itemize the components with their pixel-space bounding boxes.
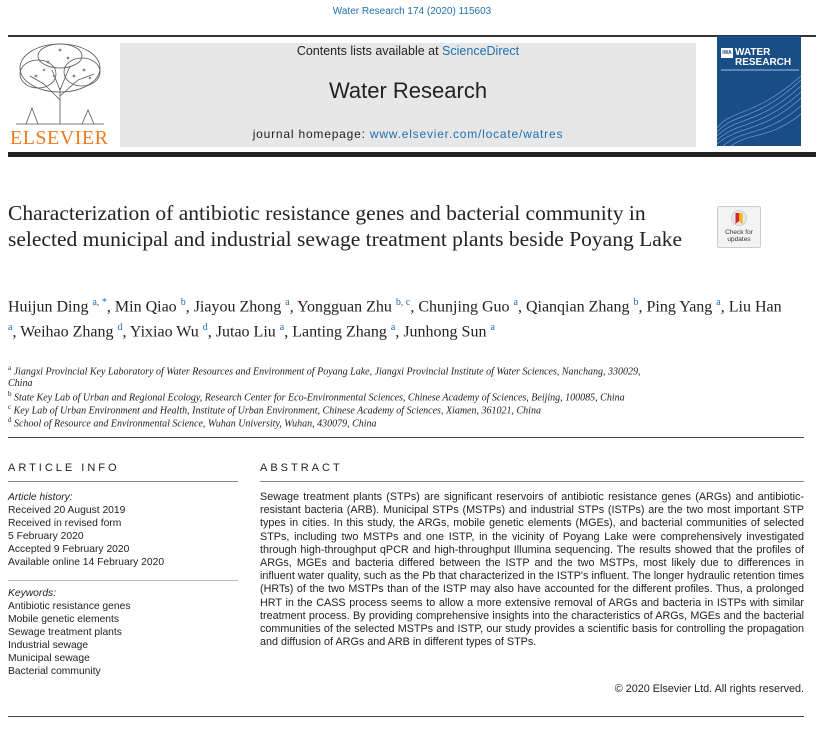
journal-homepage-link[interactable]: www.elsevier.com/locate/watres xyxy=(369,127,564,141)
sciencedirect-link[interactable]: ScienceDirect xyxy=(442,44,520,58)
keywords-label: Keywords: xyxy=(8,588,57,599)
bookmark-icon xyxy=(731,210,747,228)
journal-homepage-line xyxy=(120,127,696,141)
author-affiliation-mark[interactable]: a, * xyxy=(92,297,107,308)
cover-title: WATER RESEARCH xyxy=(735,47,792,68)
iwa-badge: IWA xyxy=(722,50,732,56)
author-affiliation-mark[interactable]: a xyxy=(8,322,13,334)
author-name[interactable]: Min Qiao xyxy=(114,298,177,316)
author-affiliation-mark[interactable]: a xyxy=(390,322,396,334)
author-name[interactable]: Qianqian Zhang xyxy=(525,298,630,316)
contents-prefix: Contents lists available at xyxy=(296,44,443,58)
author-affiliation-mark[interactable]: b xyxy=(180,297,186,308)
elsevier-wordmark[interactable]: ELSEVIER xyxy=(10,127,109,149)
author-name[interactable]: Weihao Zhang xyxy=(20,323,114,341)
author-affiliation-mark[interactable]: d xyxy=(117,322,123,334)
abstract-heading: ABSTRACT xyxy=(260,462,343,474)
author-name[interactable]: Yongguan Zhu xyxy=(297,298,392,316)
affiliation-b: $^b$ State Key Lab of Urban and Regional Ecology, Research Center for Eco-Environmental Sciences, Chinese Academy of Sciences, Beijing, 100085, China xyxy=(8,390,625,404)
header-bottom-rule xyxy=(8,152,816,157)
header-top-rule xyxy=(8,35,816,37)
author-name[interactable]: Yixiao Wu xyxy=(129,323,199,341)
check-for-updates-label: Check for updates xyxy=(725,229,753,243)
history-item: Received 20 August 2019 xyxy=(8,505,126,516)
history-item: Received in revised form xyxy=(8,518,122,529)
keyword-item: Bacterial community xyxy=(8,666,101,677)
author-affiliation-mark[interactable]: a xyxy=(513,297,518,308)
author-affiliation-mark[interactable]: d xyxy=(202,322,208,334)
author-affiliation-mark[interactable]: b, c xyxy=(395,297,411,308)
author-affiliation-mark[interactable]: a xyxy=(490,322,495,334)
keywords-rule xyxy=(8,580,238,581)
abstract-rule xyxy=(260,481,804,482)
author-name[interactable]: Huijun Ding xyxy=(8,298,89,316)
keywords-block xyxy=(8,587,238,678)
author-name[interactable]: Lanting Zhang xyxy=(292,323,387,341)
abstract-body: Sewage treatment plants (STPs) are significant reservoirs of antibiotic resistance genes (ARGs) and antibiotic-resistant bacteria (ARB). Municipal STPs (MSTPs) and industrial STPs (ISTPs) are the two most important STP types in cities. In this study, the ARGs, mobile genetic elements (MGEs), and bacterial communities of selected STPs, including two MSTPs and one ISTP, in the vicinity of Poyang Lake were comprehensively investigated through high-throughput qPCR and high-throughput Illumina sequencing. The results showed that the profiles of ARGs, MGEs and bacteria differed between the ISTP and the two MSTPs, most likely due to differences in influent water quality, such as the Pb that characterized in the ISTP's influent. The longer hydraulic retention times (HRTs) of the two MSTPs than of the ISTP may also have accounted for the different profiles. Thus, a prolonged HRT in the CASS process seems to allow a more extensive removal of ARGs and bacteria in ISTPs with similar treatment process. By providing comprehensive insights into the characteristics of ARGs, MGEs and the bacterial communities of the selected MSTPs and ISTP, our study provides a scientific basis for controlling the propagation and diffusion of ARGs and ARB in different types of STPs. xyxy=(260,491,804,649)
author-list: Huijun Ding $^{a, *}$, Min Qiao $^b$, Jiayou Zhong $^a$, Yongguan Zhu $^{b, c}$, Chunjing Guo $^a$, Qianqian Zhang $^b$, Ping Yang $^a$, Liu Han $^a$, Weihao Zhang $^d$, Yixiao Wu $^d$, Jutao Liu $^a$, Lanting Zhang $^a$, Junhong Sun $^a$ xyxy=(8,297,782,341)
article-info-rule xyxy=(8,481,238,482)
keyword-item: Antibiotic resistance genes xyxy=(8,601,131,612)
author-affiliation-mark[interactable]: a xyxy=(716,297,721,308)
section-divider xyxy=(8,437,804,438)
author-name[interactable]: Chunjing Guo xyxy=(418,298,510,316)
article-history-label: Article history: xyxy=(8,492,73,503)
journal-citation-link[interactable]: Water Research 174 (2020) 115603 xyxy=(332,6,492,17)
article-info-heading: ARTICLE INFO xyxy=(8,462,120,474)
keyword-item: Municipal sewage xyxy=(8,653,90,664)
article-title: Characterization of antibiotic resistance genes and bacterial community in selected municipal and industrial sewage treatment plants beside Poyang Lake xyxy=(8,201,683,251)
cover-wave-art xyxy=(717,76,801,146)
author-affiliation-mark[interactable]: a xyxy=(285,297,290,308)
keyword-item: Sewage treatment plants xyxy=(8,627,122,638)
history-item: Accepted 9 February 2020 xyxy=(8,544,130,555)
author-affiliation-mark[interactable]: b xyxy=(633,297,639,308)
author-name[interactable]: Jiayou Zhong xyxy=(193,298,282,316)
history-item: Available online 14 February 2020 xyxy=(8,557,165,568)
author-name[interactable]: Junhong Sun xyxy=(403,323,487,341)
homepage-prefix: journal homepage: xyxy=(252,127,370,141)
journal-cover-image[interactable] xyxy=(717,36,801,146)
author-name[interactable]: Jutao Liu xyxy=(215,323,276,341)
author-affiliation-mark[interactable]: a xyxy=(279,322,285,334)
keyword-item: Mobile genetic elements xyxy=(8,614,120,625)
article-history xyxy=(8,491,238,569)
cover-divider xyxy=(721,69,799,71)
copyright-notice: © 2020 Elsevier Ltd. All rights reserved. xyxy=(614,683,804,695)
author-name[interactable]: Liu Han xyxy=(728,298,782,316)
author-name[interactable]: Ping Yang xyxy=(646,298,713,316)
history-item: 5 February 2020 xyxy=(8,531,84,542)
bottom-divider xyxy=(8,716,804,717)
contents-line xyxy=(120,44,696,58)
keyword-item: Industrial sewage xyxy=(8,640,89,651)
journal-title[interactable]: Water Research xyxy=(328,78,488,103)
affiliation-a: $^a$ Jiangxi Provincial Key Laboratory of Water Resources and Environment of Poyang Lake, Jiangxi Provincial Institute of Water Sciences, Nanchang, 330029, China xyxy=(8,364,641,390)
affiliation-d: $^d$ School of Resource and Environmental Science, Wuhan University, Wuhan, 430079, China xyxy=(8,416,377,430)
affiliation-c: $^c$ Key Lab of Urban Environment and Health, Institute of Urban Environment, Chinese Academy of Sciences, Xiamen, 361021, China xyxy=(8,403,541,417)
